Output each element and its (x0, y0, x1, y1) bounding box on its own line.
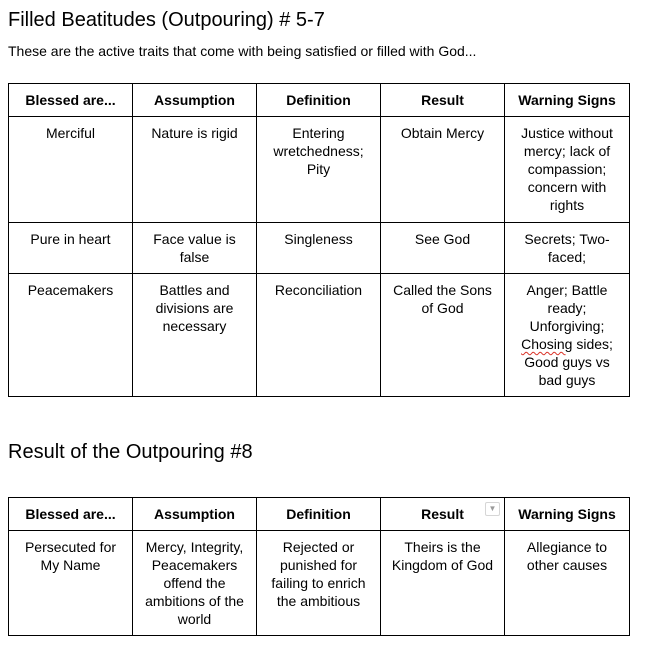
cell-assumption: Battles and divisions are necessary (133, 274, 257, 397)
header-warning-signs: Warning Signs (505, 84, 630, 117)
header-assumption: Assumption (133, 498, 257, 531)
cell-result: Called the Sons of God (381, 274, 505, 397)
header-definition: Definition (257, 84, 381, 117)
warning-text-b: sides; Good guys vs bad guys (524, 336, 613, 388)
dropdown-arrow-icon[interactable]: ▼ (485, 502, 500, 516)
header-result (381, 498, 505, 531)
cell-definition: Rejected or punished for failing to enrich the ambitious (257, 531, 381, 636)
cell-blessed: Pure in heart (9, 223, 133, 274)
table-row (9, 223, 630, 274)
header-warning-signs: Warning Signs (505, 498, 630, 531)
header-result: Result (381, 84, 505, 117)
section1-subtitle: These are the active traits that come with being satisfied or filled with God... (8, 43, 477, 59)
section1-title: Filled Beatitudes (Outpouring) # 5-7 (8, 9, 325, 31)
cell-warning (505, 274, 630, 397)
table-header-row (9, 84, 630, 117)
spelling-error-word[interactable]: Chosing (521, 336, 573, 352)
table-row (9, 274, 630, 397)
cell-warning: Secrets; Two-faced; (505, 223, 630, 274)
cell-assumption: Face value is false (133, 223, 257, 274)
header-assumption: Assumption (133, 84, 257, 117)
header-blessed: Blessed are... (9, 498, 133, 531)
table-row (9, 531, 630, 636)
cell-definition: Reconciliation (257, 274, 381, 397)
cell-result: Theirs is the Kingdom of God (381, 531, 505, 636)
header-definition: Definition (257, 498, 381, 531)
cell-result: See God (381, 223, 505, 274)
cell-assumption: Mercy, Integrity, Peacemakers offend the ambitions of the world (133, 531, 257, 636)
table-row (9, 117, 630, 223)
cell-blessed: Peacemakers (9, 274, 133, 397)
header-result-label: Result (421, 506, 464, 522)
warning-text-a: Anger; Battle ready; Unforgiving; (526, 282, 608, 334)
cell-blessed: Persecuted for My Name (9, 531, 133, 636)
cell-warning: Allegiance to other causes (505, 531, 630, 636)
header-blessed: Blessed are... (9, 84, 133, 117)
cell-definition: Singleness (257, 223, 381, 274)
beatitudes-table (8, 83, 630, 397)
cell-assumption: Nature is rigid (133, 117, 257, 223)
outpouring-result-table (8, 497, 630, 636)
cell-definition: Entering wretchedness; Pity (257, 117, 381, 223)
cell-warning: Justice without mercy; lack of compassion; concern with rights (505, 117, 630, 223)
cell-result: Obtain Mercy (381, 117, 505, 223)
section2-title: Result of the Outpouring #8 (8, 441, 253, 463)
table-header-row (9, 498, 630, 531)
cell-blessed: Merciful (9, 117, 133, 223)
